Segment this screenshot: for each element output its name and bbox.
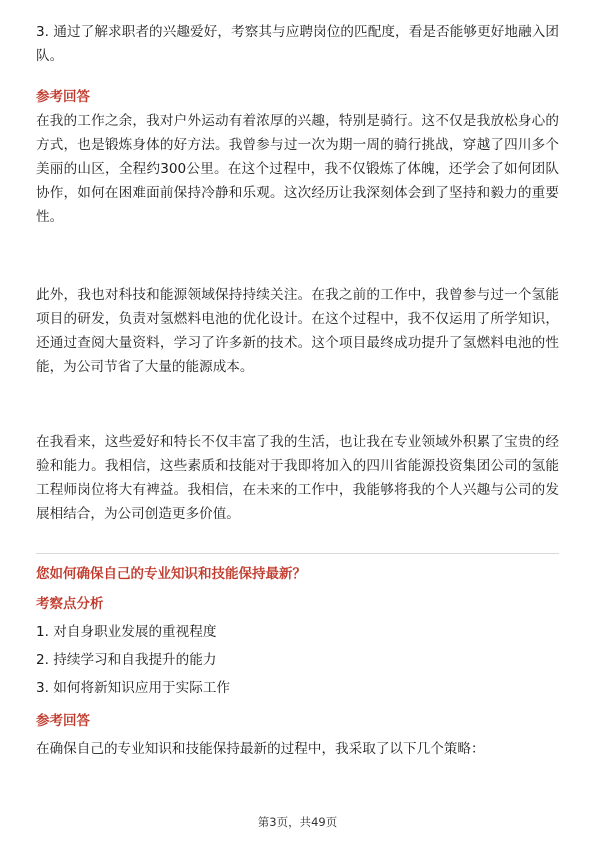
answer-paragraph: 在我的工作之余，我对户外运动有着浓厚的兴趣，特别是骑行。这不仅是我放松身心的方式，也是锻炼身体的好方法。我曾参与过一次为期一周的骑行挑战，穿越了四川多个美丽的山区，全程约300公里。在这个过程中，我不仅锻炼了体魄，还学会了如何团队协作，如何在困难面前保持冷静和乐观。这次经历让我深刻体会到了坚持和毅力的重要性。 xyxy=(36,113,559,225)
answer-paragraph: 此外，我也对科技和能源领域保持持续关注。在我之前的工作中，我曾参与过一个氢能项目的研发，负责对氢燃料电池的优化设计。在这个过程中，我不仅运用了所学知识，还通过查阅大量资料，学习了许多新的技术。这个项目最终成功提升了氢燃料电池的性能，为公司节省了大量的能源成本。 xyxy=(36,287,559,375)
answer-paragraph: 在我看来，这些爱好和特长不仅丰富了我的生活，也让我在专业领域外积累了宝贵的经验和能力。我相信，这些素质和技能对于我即将加入的四川省能源投资集团公司的氢能工程师岗位将大有裨益。我相信，在未来的工作中，我能够将我的个人兴趣与公司的发展相结合，为公司创造更多价值。 xyxy=(36,434,559,522)
answer-label: 参考回答 xyxy=(36,713,90,729)
answer-label: 参考回答 xyxy=(36,89,90,105)
page-number: 第3页，共49页 xyxy=(257,815,338,829)
intro-list-item: 3. 通过了解求职者的兴趣爱好，考察其与应聘岗位的匹配度，看是否能够更好地融入团队。 xyxy=(36,24,559,64)
analysis-list-item: 3. 如何将新知识应用于实际工作 xyxy=(36,680,231,696)
answer-paragraph: 在确保自己的专业知识和技能保持最新的过程中，我采取了以下几个策略： xyxy=(36,741,485,757)
question-title: 您如何确保自己的专业知识和技能保持最新？ xyxy=(36,566,306,582)
analysis-list-item: 1. 对自身职业发展的重视程度 xyxy=(36,624,217,640)
analysis-label: 考察点分析 xyxy=(36,596,104,612)
document-page xyxy=(36,0,559,842)
analysis-list-item: 2. 持续学习和自我提升的能力 xyxy=(36,652,217,668)
section-divider xyxy=(36,553,559,554)
